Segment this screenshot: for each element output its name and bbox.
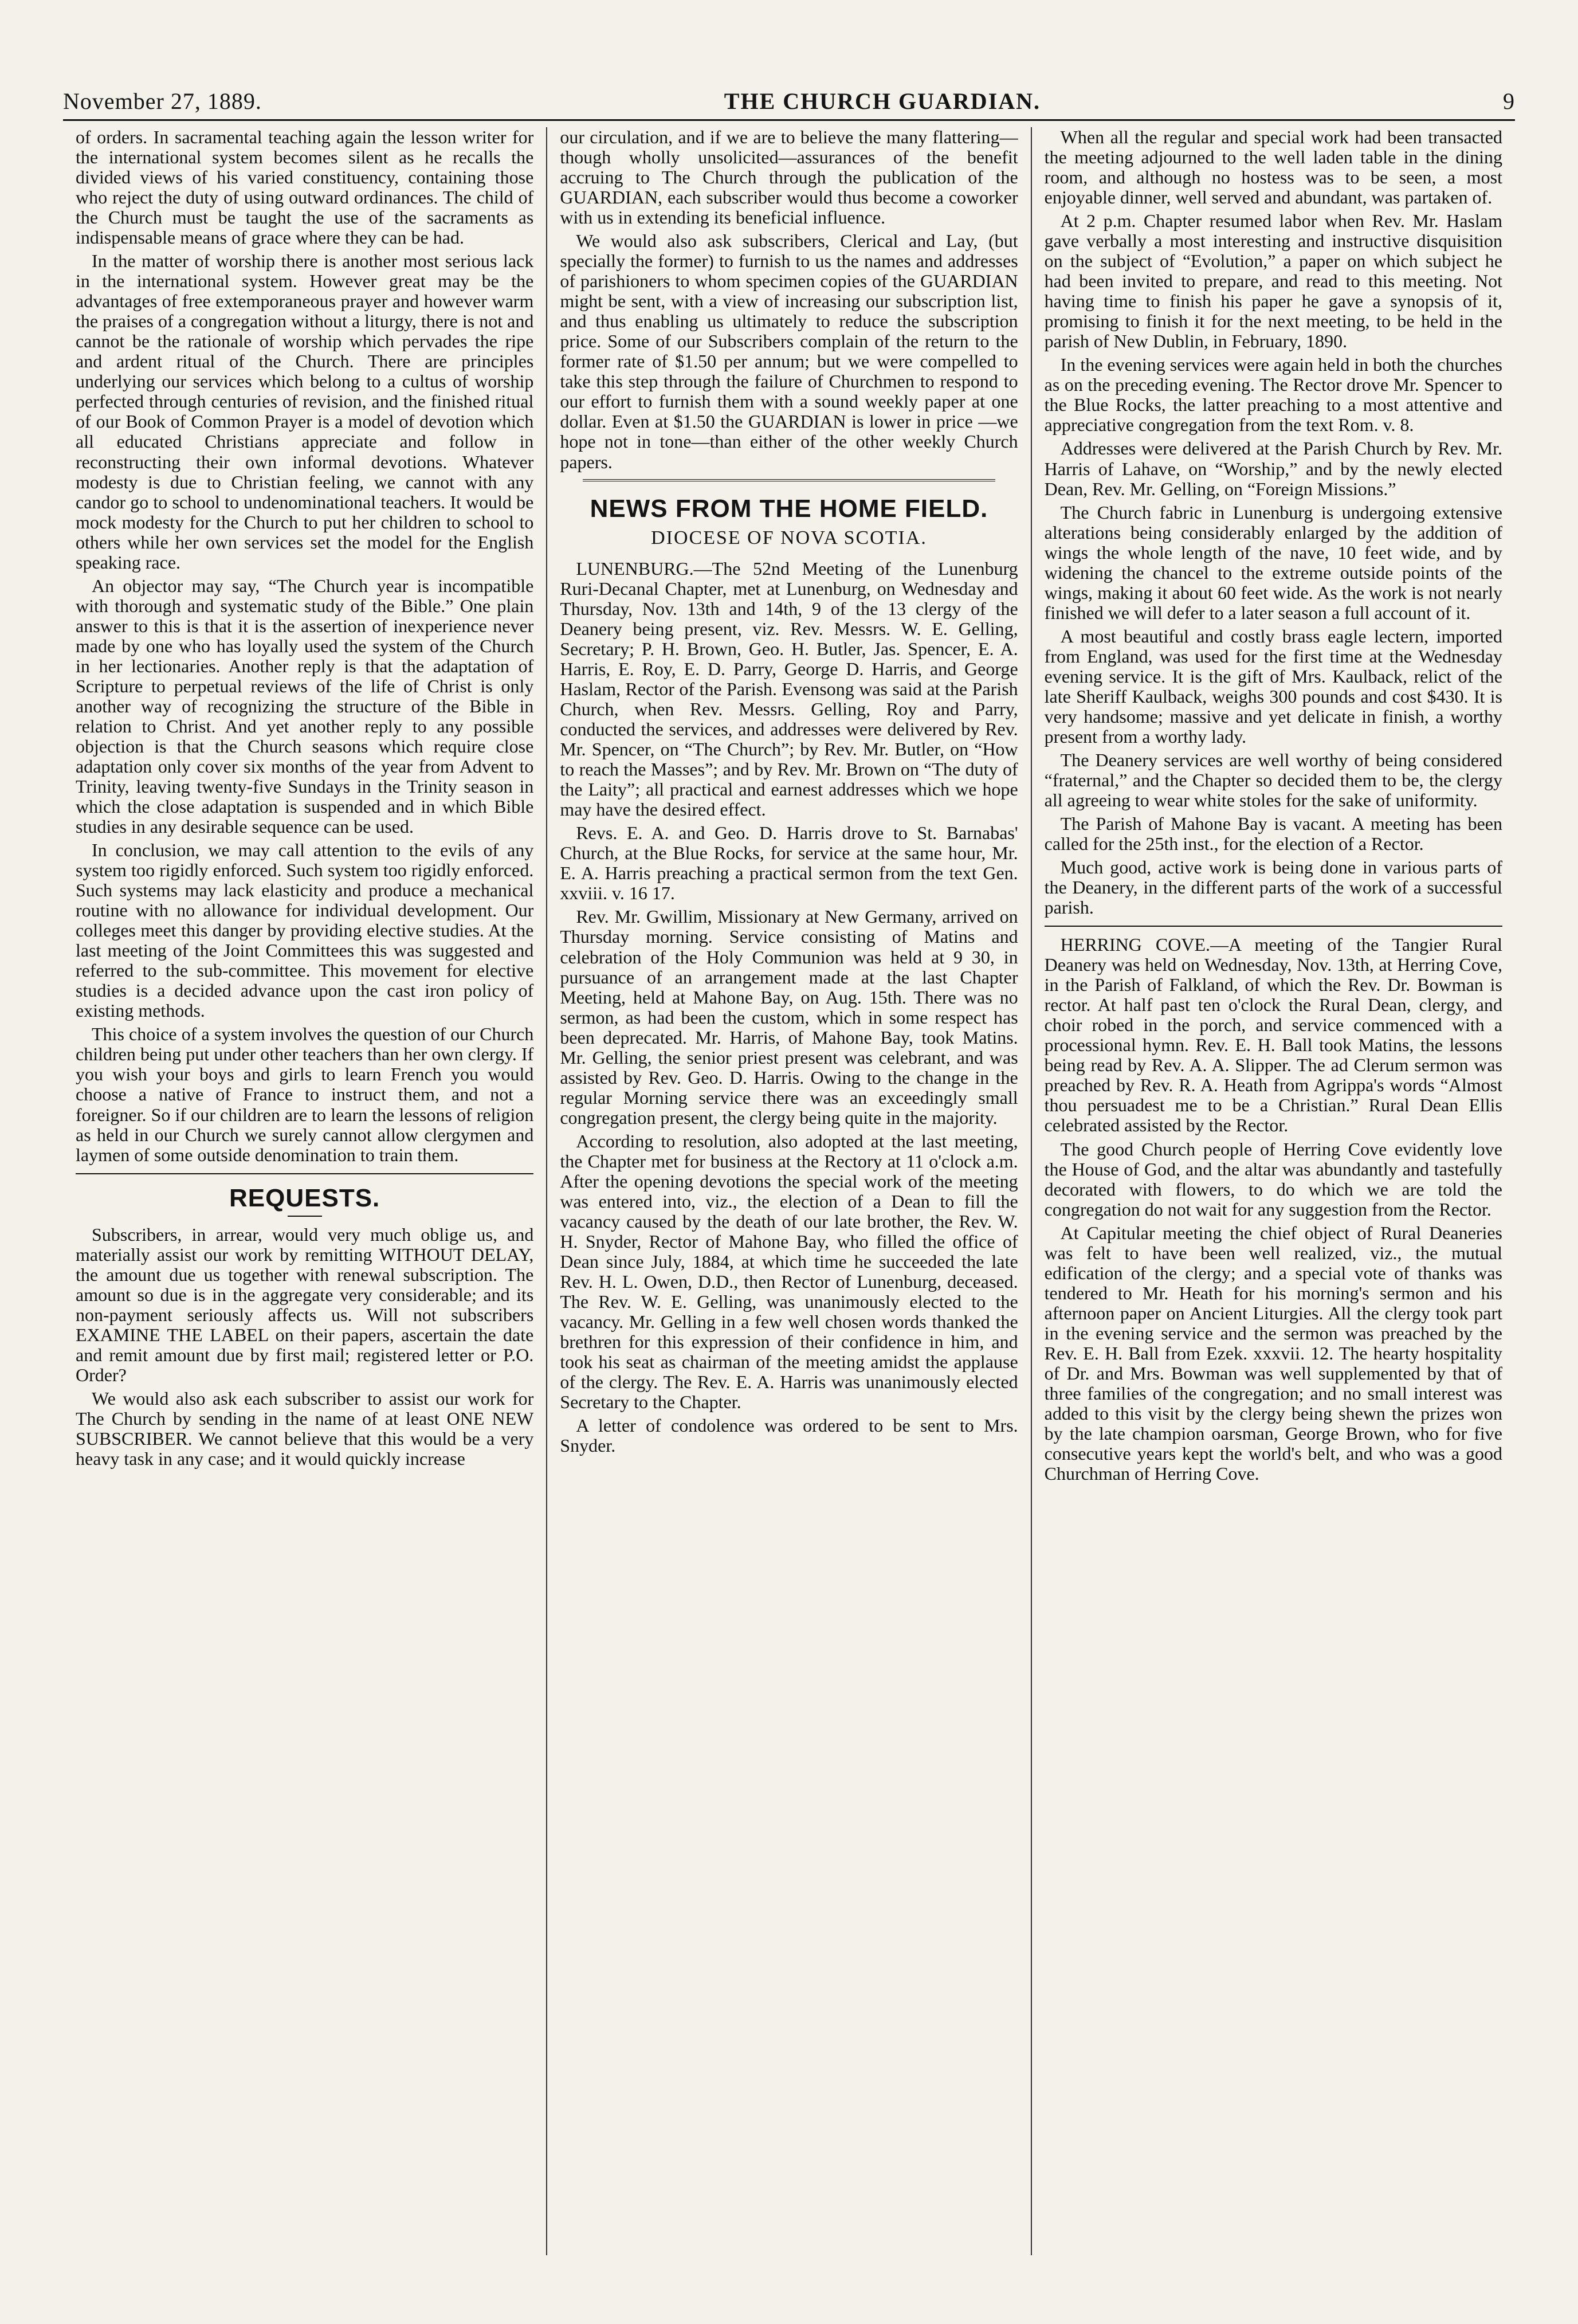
paragraph: LUNENBURG.—The 52nd Meeting of the Lunenburg Ruri-Decanal Chapter, met at Lunenburg, on Wednesday and Thursday, Nov. 13th and 14th, 9 of the 13 clergy of the Deanery being present, viz. Rev. Messrs. W. E. Gelling, Secretary; P. H. Brown, Geo. H. Butler, Jas. Spencer, E. A. Harris, E. Roy, E. D. Parry, George D. Harris, and George Haslam, Rector of the Parish. Evensong was said at the Parish Church, when Rev. Messrs. Gelling, Roy and Parry, conducted the services, and addresses were delivered by Rev. Mr. Spencer, on “The Church”; by Rev. Mr. Butler, on “How to reach the Masses”; and by Rev. Mr. Brown on “The duty of the Laity”; all practical and earnest addresses which we hope may have the desired effect. xyxy=(560,558,1018,820)
paragraph: At Capitular meeting the chief object of Rural Deaneries was felt to have been well realized, viz., the mutual edification of the clergy; and a special vote of thanks was tendered to Mr. Heath for his morning's sermon and his afternoon paper on Ancient Liturgies. All the clergy took part in the evening service and the sermon was preached by the Rev. E. H. Ball from Ezek. xxxvii. 12. The hearty hospitality of Dr. and Mrs. Bowman was well supplemented by that of three families of the congregation; and no small interest was added to this visit by the clergy being shewn the prizes won by the late champion oarsman, George Brown, who for five consecutive years kept the world's belt, and who was a good Churchman of Herring Cove. xyxy=(1044,1222,1502,1484)
paragraph: We would also ask subscribers, Clerical and Lay, (but specially the former) to furnish to us the names and addresses of parishioners to whom specimen copies of the GUARDIAN might be sent, with a view of increasing our subscription list, and thus enabling us ultimately to reduce the subscription price. Some of our Subscribers complain of the return to the former rate of $1.50 per annum; but we were compelled to take this step through the failure of Churchmen to respond to our effort to furnish them with a sound weekly paper at one dollar. Even at $1.50 the GUARDIAN is lower in price —we hope not in tone—than either of the other weekly Church papers. xyxy=(560,230,1018,472)
requests-heading: REQUESTS. xyxy=(229,1183,380,1212)
issue-date: November 27, 1889. xyxy=(63,88,262,114)
section-divider xyxy=(76,1173,533,1174)
column-1 xyxy=(63,127,546,2255)
section-divider xyxy=(583,479,995,485)
paragraph: of orders. In sacramental teaching again the lesson writer for the international system becomes silent as he recalls the divided views of his varied constituency, containing those who reject the duty of using outward ordinances. The child of the Church must be taught the use of the sacraments as indispensable means of grace where they can be had. xyxy=(76,127,534,248)
paragraph: HERRING COVE.—A meeting of the Tangier Rural Deanery was held on Wednesday, Nov. 13th, at Herring Cove, in the Parish of Falkland, of which the Rev. Dr. Bowman is rector. At half past ten o'clock the Rural Dean, clergy, and choir robed in the porch, and service commenced with a processional hymn. Rev. E. H. Ball took Matins, the lessons being read by Rev. A. A. Slipper. The ad Clerum sermon was preached by Rev. R. A. Heath from Agrippa's words “Almost thou persuadest me to be a Christian.” Rural Dean Ellis celebrated assisted by the Rector. xyxy=(1044,934,1502,1136)
paragraph: According to resolution, also adopted at the last meeting, the Chapter met for business at the Rectory at 11 o'clock a.m. After the opening devotions the special work of the meeting was entered into, viz., the election of a Dean to fill the vacancy caused by the death of our late brother, the Rev. W. H. Snyder, Rector of Mahone Bay, who filled the office of Dean since July, 1884, at which time he succeeded the late Rev. H. L. Owen, D.D., then Rector of Lunenburg, deceased. The Rev. W. E. Gelling, was unanimously elected to the vacancy. Mr. Gelling in a few well chosen words thanked the brethren for this expression of their confidence in him, and took his seat as chairman of the meeting amidst the applause of the clergy. The Rev. E. A. Harris was unanimously elected Secretary to the Chapter. xyxy=(560,1130,1018,1413)
paragraph: The Deanery services are well worthy of being considered “fraternal,” and the Chapter so decided them to be, the clergy all agreeing to wear white stoles for the sake of uniformity. xyxy=(1044,749,1502,810)
paper-title: THE CHURCH GUARDIAN. xyxy=(724,88,1041,114)
diocese-subheading: DIOCESE OF NOVA SCOTIA. xyxy=(651,527,927,548)
paragraph: Much good, active work is being done in various parts of the Deanery, in the different parts of the work of a successful parish. xyxy=(1044,857,1502,918)
paragraph: The good Church people of Herring Cove evidently love the House of God, and the altar was abundantly and tastefully decorated with flowers, to do which we are told the congregation do not wait for any suggestion from the Rector. xyxy=(1044,1138,1502,1220)
masthead-rule xyxy=(63,119,1515,121)
paragraph: This choice of a system involves the question of our Church children being put under other teachers than her own clergy. If you wish your boys and girls to learn French you would choose a native of France to instruct them, and not a foreigner. So if our children are to learn the lessons of religion as held in our Church we surely cannot allow clergymen and laymen of some outside denomination to train them. xyxy=(76,1024,534,1165)
paragraph: In the evening services were again held in both the churches as on the preceding evening. The Rector drove Mr. Spencer to the Blue Rocks, the latter preaching to a most attentive and appreciative congregation from the text Rom. v. 8. xyxy=(1044,354,1502,436)
paragraph: A letter of condolence was ordered to be sent to Mrs. Snyder. xyxy=(560,1415,1018,1456)
paragraph: our circulation, and if we are to believe the many flattering—though wholly unsolicited—assurances of the benefit accruing to The Church through the publication of the GUARDIAN, each subscriber would thus become a coworker with us in extending its beneficial influence. xyxy=(560,127,1018,228)
column-2 xyxy=(546,127,1030,2255)
paragraph: Revs. E. A. and Geo. D. Harris drove to St. Barnabas' Church, at the Blue Rocks, for service at the same hour, Mr. E. A. Harris preaching a practical sermon from the text Gen. xxviii. v. 16 17. xyxy=(560,822,1018,904)
column-3 xyxy=(1031,127,1515,2255)
news-heading: NEWS FROM THE HOME FIELD. xyxy=(590,494,988,523)
paragraph: We would also ask each subscriber to assist our work for The Church by sending in the name of at least ONE NEW SUBSCRIBER. We cannot believe that this would be a very heavy task in any case; and it would quickly increase xyxy=(76,1388,534,1469)
paragraph: When all the regular and special work had been transacted the meeting adjourned to the well laden table in the dining room, and although no hostess was to be seen, a most enjoyable dinner, well served and abundant, was partaken of. xyxy=(1044,127,1502,208)
paragraph: Addresses were delivered at the Parish Church by Rev. Mr. Harris of Lahave, on “Worship,” and by the newly elected Dean, Rev. Mr. Gelling, on “Foreign Missions.” xyxy=(1044,438,1502,499)
columns xyxy=(63,127,1515,2255)
paragraph: Rev. Mr. Gwillim, Missionary at New Germany, arrived on Thursday morning. Service consisting of Matins and celebration of the Holy Communion was held at 9 30, in pursuance of an arrangement made at the last Chapter Meeting, held at Mahone Bay, on Aug. 15th. There was no sermon, as had been the custom, which in some respect has been deprecated. Mr. Harris, of Mahone Bay, took Matins. Mr. Gelling, the senior priest present was celebrant, and was assisted by Rev. Geo. D. Harris. Owing to the change in the regular Morning service there was an exceedingly small congregation present, the clergy being quite in the majority. xyxy=(560,906,1018,1128)
masthead xyxy=(63,86,1515,115)
heading-rule xyxy=(288,1216,322,1217)
paragraph: The Parish of Mahone Bay is vacant. A meeting has been called for the 25th inst., for the election of a Rector. xyxy=(1044,813,1502,855)
paragraph: At 2 p.m. Chapter resumed labor when Rev. Mr. Haslam gave verbally a most interesting and instructive disquisition on the subject of “Evolution,” a paper on which subject he had been invited to prepare, and read to this meeting. Not having time to finish his paper he gave a synopsis of it, promising to finish it for the next meeting, to be held in the parish of New Dublin, in February, 1890. xyxy=(1044,210,1502,352)
paragraph: An objector may say, “The Church year is incompatible with thorough and systematic study of the Bible.” One plain answer to this is that it is the assertion of inexperience never made by one who has loyally used the system of the Church in her lectionaries. Another reply is that the adaptation of Scripture to perpetual reviews of the life of Christ is only another way of recognizing the structure of the Bible in relation to Christ. And yet another reply to any possible objection is that the Church seasons which require close adaptation only cover six months of the year from Advent to Trinity, leaving twenty-five Sundays in the Trinity season in which the close adaptation is suspended and in which Bible studies in any desirable sequence can be used. xyxy=(76,575,534,837)
paragraph: A most beautiful and costly brass eagle lectern, imported from England, was used for the first time at the Wednesday evening service. It is the gift of Mrs. Kaulback, relict of the late Sheriff Kaulback, weighs 300 pounds and cost $430. It is very handsome; massive and yet delicate in finish, a worthy present from a worthy lady. xyxy=(1044,625,1502,747)
paragraph: Subscribers, in arrear, would very much oblige us, and materially assist our work by remitting WITHOUT DELAY, the amount due us together with renewal subscription. The amount so due is in the aggregate very considerable; and its non-payment seriously affects us. Will not subscribers EXAMINE THE LABEL on their papers, ascertain the date and remit amount due by first mail; registered letter or P.O. Order? xyxy=(76,1224,534,1385)
paragraph: In the matter of worship there is another most serious lack in the international system. However great may be the advantages of free extemporaneous prayer and however warm the praises of a congregation without a liturgy, there is not and cannot be the rationale of worship which pervades the ripe and ardent ritual of the Church. There are principles underlying our services which belong to a cultus of worship perfected through centuries of revision, and the finished ritual of our Book of Common Prayer is a model of devotion which all educated Christians appreciate and follow in reconstructing their own informal devotions. Whatever modesty is due to Christian feeling, we cannot with any candor go to school to undenominational teachers. It would be mock modesty for the Church to put her children to school to others while her own services set the model for the English speaking race. xyxy=(76,250,534,573)
section-divider xyxy=(1045,926,1502,927)
page-number: 9 xyxy=(1502,88,1515,114)
paragraph: In conclusion, we may call attention to the evils of any system too rigidly enforced. Such system too rigidly enforced. Such systems may lack elasticity and produce a mechanical routine with no allowance for individual development. Our colleges meet this danger by providing elective studies. At the last meeting of the Joint Committees this was suggested and referred to the sub-committee. This movement for elective studies is a decided advance upon the cast iron policy of existing methods. xyxy=(76,840,534,1021)
paragraph: The Church fabric in Lunenburg is undergoing extensive alterations being considerably enlarged by the addition of wings the whole length of the nave, 10 feet wide, and by widening the chancel to the extreme outside points of the wings, making it about 60 feet wide. As the work is not nearly finished we will defer to a later season a full account of it. xyxy=(1044,501,1502,623)
